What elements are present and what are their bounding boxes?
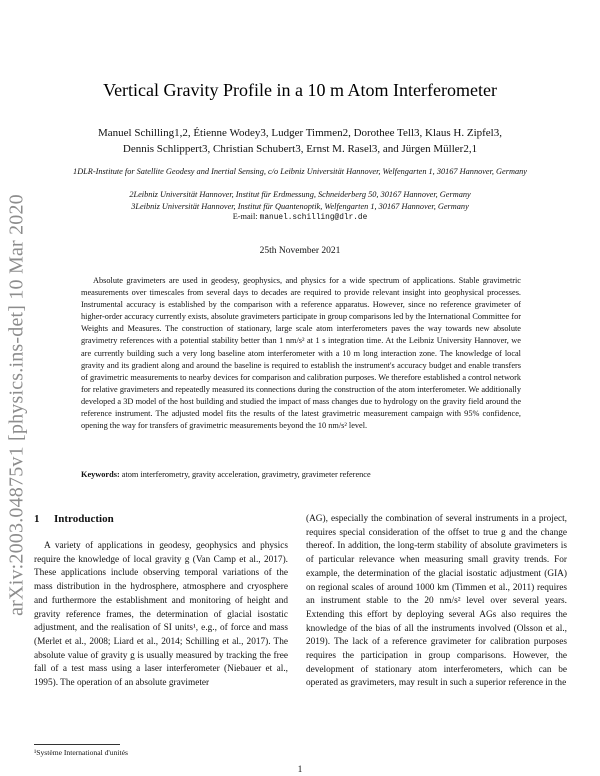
contact-email (38, 212, 562, 222)
keywords (81, 470, 521, 479)
author-list (60, 125, 540, 157)
paper-title: Vertical Gravity Profile in a 10 m Atom Interferometer (103, 80, 497, 100)
email-label: E-mail: (232, 212, 258, 221)
section-heading (34, 513, 114, 525)
body-column-right: (AG), especially the combination of several instruments in a project, requires special consideration of the offset to true g and the change thereof. In addition, the long-term stability of absolute gravimeters is of particular relevance when measuring small gravity trends. For example, the determination of the glacial isostatic adjustment (GIA) on regional scales of around 1000 km (Timmen et al., 2011) requires an instrument stable to the 20 nm/s² level over several years. Extending this effort by deploying several AGs also requires the knowledge of the bias of all the instruments involved (Olsson et al., 2019). The lack of a reference gravimeter for calibration purposes requires the participation in group comparisons. However, the development of stationary atom interferometers, which can be operated as gravimeters, may result in such a superior reference in the (306, 514, 567, 689)
footnote: ¹Système International d'unités (34, 748, 128, 757)
paper-date: 25th November 2021 (259, 246, 341, 256)
affiliation-2: 2Leibniz Universität Hannover, Institut für Erdmessung, Schneiderberg 50, 30167 Hannover, Germany (129, 190, 471, 199)
affiliation-1: 1DLR-Institute for Satellite Geodesy and Inertial Sensing, c/o Leibniz Universität Hannover, Welfengarten 1, 30167 Hannover, Germany (73, 167, 527, 176)
keywords-label: Keywords: (81, 470, 120, 479)
arxiv-stamp (2, 180, 32, 630)
section-number: 1 (34, 513, 40, 525)
author-line-1: Manuel Schilling1,2, Étienne Wodey3, Ludger Timmen2, Dorothee Tell3, Klaus H. Zipfel3, (98, 127, 502, 139)
body-column-left: A variety of applications in geodesy, geophysics and physics require the knowledge of local gravity g (Van Camp et al., 2017). These applications include observing temporal variations of the mass distribution in the hydrosphere, atmosphere and cryosphere and furthermore the establishment and monitoring of height and gravity reference frames, the determination of glacial isostatic adjustment, and the realisation of SI units¹, e.g., of force and mass (Merlet et al., 2008; Liard et al., 2014; Schilling et al., 2017). The absolute value of gravity g is usually measured by tracking the free fall of a test mass using a laser interferometer (Niebauer et al., 1995). The operation of an absolute gravimeter (34, 541, 288, 689)
keywords-text: atom interferometry, gravity acceleration, gravimetry, gravimeter reference (121, 470, 371, 479)
affiliation-3: 3Leibniz Universität Hannover, Institut für Quantenoptik, Welfengarten 1, 30167 Hannover, Germany (131, 202, 469, 211)
arxiv-id: arXiv:2003.04875v1 [physics.ins-det] 10 Mar 2020 (5, 194, 28, 616)
abstract: Absolute gravimeters are used in geodesy, geophysics, and physics for a wide spectrum of applications. Stable gravimetric measurements over timescales from several days to decades are required to provide relevant insight into geophysical processes. Instrumental accuracy is established by the comparison with a reference apparatus. However, since no reference gravimeter of higher-order accuracy currently exists, absolute gravimeters participate in group comparisons led by the International Committee for Weights and Measures. The construction of stationary, large scale atom interferometers paves the way towards new absolute gravimetry references with a potential stability better than 1 nm/s² at 1 s integration time. At the Leibniz University Hannover, we are currently building such a very long baseline atom interferometer with a 10 m long interaction zone. The knowledge of local gravity and its gradient along and around the baseline is required to establish the instrument's accuracy budget and enable transfers of gravimetric measurements to nearby devices for comparison and calibration purposes. We therefore established a control network for relative gravimeters and repeatedly measured its connections during the construction of the atom interferometer. We additionally developed a 3D model of the host building and studied the impact of mass changes due to hydrology on the gravity field around the reference instrument. The adjusted model fits the results of the latest gravimetric measurement campaign with 95% confidence, opening the way for transfers of gravimetric measurements beyond the 10 nm/s² level. (81, 276, 521, 431)
page-number: 1 (297, 765, 303, 775)
author-line-2: Dennis Schlippert3, Christian Schubert3, Ernst M. Rasel3, and Jürgen Müller2,1 (122, 143, 478, 155)
footnote-rule (34, 744, 120, 745)
section-title: Introduction (54, 513, 114, 525)
email-address[interactable]: manuel.schilling@dlr.de (259, 214, 368, 222)
